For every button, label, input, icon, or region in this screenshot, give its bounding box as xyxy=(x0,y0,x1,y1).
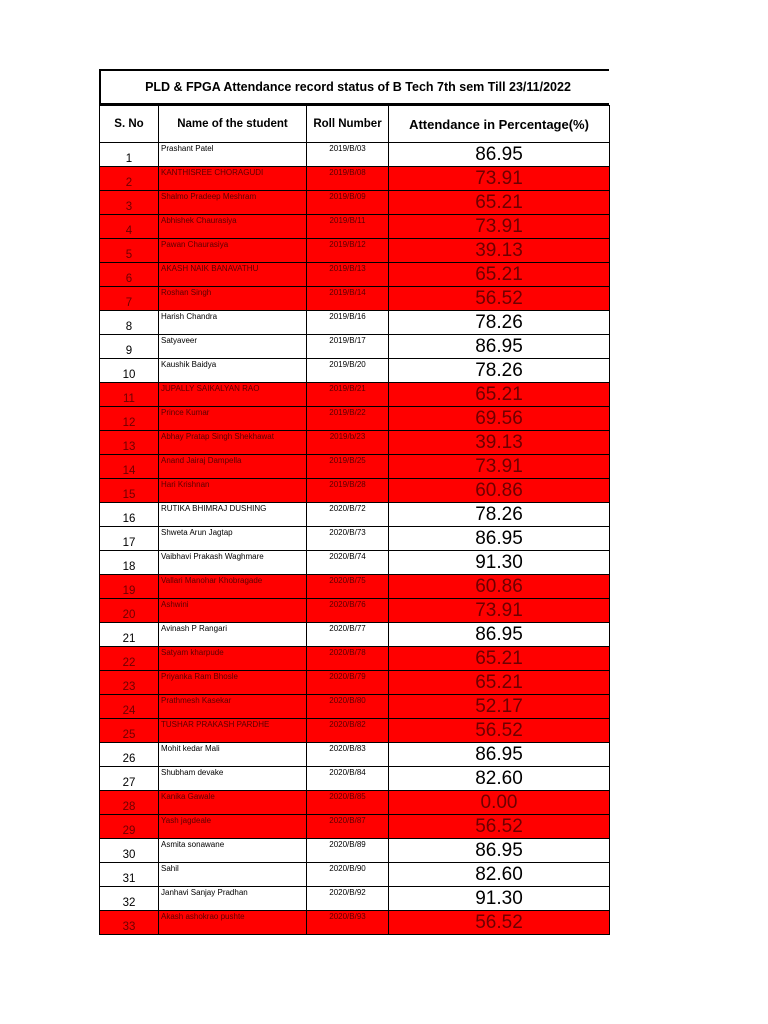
cell-roll-number: 2019/B/11 xyxy=(307,215,389,239)
cell-percentage: 56.52 xyxy=(389,719,610,743)
cell-sno: 12 xyxy=(100,407,159,431)
table-row xyxy=(100,863,610,887)
cell-student-name: Ashwini xyxy=(159,599,307,623)
cell-student-name: Akash ashokrao pushte xyxy=(159,911,307,935)
cell-sno: 31 xyxy=(100,863,159,887)
cell-roll-number: 2020/B/84 xyxy=(307,767,389,791)
cell-percentage: 56.52 xyxy=(389,815,610,839)
cell-roll-number: 2019/B/13 xyxy=(307,263,389,287)
cell-percentage: 60.86 xyxy=(389,479,610,503)
header-sno: S. No xyxy=(100,106,159,143)
table-row xyxy=(100,311,610,335)
cell-roll-number: 2020/B/73 xyxy=(307,527,389,551)
cell-student-name: Harish Chandra xyxy=(159,311,307,335)
table-row xyxy=(100,599,610,623)
cell-student-name: Sahil xyxy=(159,863,307,887)
cell-percentage: 86.95 xyxy=(389,143,610,167)
cell-percentage: 86.95 xyxy=(389,335,610,359)
cell-sno: 29 xyxy=(100,815,159,839)
cell-percentage: 86.95 xyxy=(389,527,610,551)
table-row xyxy=(100,479,610,503)
header-roll: Roll Number xyxy=(307,106,389,143)
cell-percentage: 39.13 xyxy=(389,431,610,455)
cell-student-name: Hari Krishnan xyxy=(159,479,307,503)
cell-student-name: Satyaveer xyxy=(159,335,307,359)
cell-roll-number: 2019/B/09 xyxy=(307,191,389,215)
attendance-table xyxy=(99,105,610,935)
cell-sno: 26 xyxy=(100,743,159,767)
cell-sno: 9 xyxy=(100,335,159,359)
cell-roll-number: 2019/b/23 xyxy=(307,431,389,455)
cell-percentage: 65.21 xyxy=(389,671,610,695)
table-row xyxy=(100,575,610,599)
cell-student-name: Vallari Manohar Khobragade xyxy=(159,575,307,599)
table-row xyxy=(100,335,610,359)
cell-student-name: Shalmo Pradeep Meshram xyxy=(159,191,307,215)
table-row xyxy=(100,911,610,935)
cell-roll-number: 2019/B/22 xyxy=(307,407,389,431)
cell-student-name: Mohit kedar Mali xyxy=(159,743,307,767)
table-row xyxy=(100,407,610,431)
cell-sno: 18 xyxy=(100,551,159,575)
table-body xyxy=(100,143,610,935)
cell-sno: 5 xyxy=(100,239,159,263)
cell-sno: 11 xyxy=(100,383,159,407)
cell-roll-number: 2019/B/28 xyxy=(307,479,389,503)
cell-percentage: 78.26 xyxy=(389,359,610,383)
cell-percentage: 73.91 xyxy=(389,599,610,623)
cell-percentage: 65.21 xyxy=(389,191,610,215)
table-row xyxy=(100,647,610,671)
table-row xyxy=(100,263,610,287)
cell-student-name: Asmita sonawane xyxy=(159,839,307,863)
cell-percentage: 52.17 xyxy=(389,695,610,719)
header-percentage: Attendance in Percentage(%) xyxy=(389,106,610,143)
cell-student-name: Janhavi Sanjay Pradhan xyxy=(159,887,307,911)
cell-student-name: Kaushik Baidya xyxy=(159,359,307,383)
cell-student-name: Priyanka Ram Bhosle xyxy=(159,671,307,695)
cell-student-name: Vaibhavi Prakash Waghmare xyxy=(159,551,307,575)
cell-student-name: Pawan Chaurasiya xyxy=(159,239,307,263)
table-row xyxy=(100,239,610,263)
cell-sno: 25 xyxy=(100,719,159,743)
cell-sno: 33 xyxy=(100,911,159,935)
attendance-sheet xyxy=(99,69,609,935)
cell-roll-number: 2020/B/93 xyxy=(307,911,389,935)
cell-roll-number: 2019/B/20 xyxy=(307,359,389,383)
cell-roll-number: 2020/B/90 xyxy=(307,863,389,887)
cell-roll-number: 2020/B/79 xyxy=(307,671,389,695)
cell-sno: 8 xyxy=(100,311,159,335)
cell-sno: 22 xyxy=(100,647,159,671)
cell-student-name: Avinash P Rangari xyxy=(159,623,307,647)
cell-percentage: 65.21 xyxy=(389,647,610,671)
cell-sno: 15 xyxy=(100,479,159,503)
cell-percentage: 86.95 xyxy=(389,743,610,767)
cell-percentage: 73.91 xyxy=(389,167,610,191)
cell-roll-number: 2019/B/14 xyxy=(307,287,389,311)
cell-roll-number: 2020/B/74 xyxy=(307,551,389,575)
table-row xyxy=(100,359,610,383)
cell-roll-number: 2019/B/17 xyxy=(307,335,389,359)
cell-percentage: 82.60 xyxy=(389,863,610,887)
cell-percentage: 69.56 xyxy=(389,407,610,431)
cell-percentage: 78.26 xyxy=(389,503,610,527)
table-row xyxy=(100,791,610,815)
cell-sno: 4 xyxy=(100,215,159,239)
cell-sno: 19 xyxy=(100,575,159,599)
cell-percentage: 82.60 xyxy=(389,767,610,791)
cell-sno: 30 xyxy=(100,839,159,863)
cell-sno: 7 xyxy=(100,287,159,311)
cell-percentage: 60.86 xyxy=(389,575,610,599)
table-row xyxy=(100,623,610,647)
cell-sno: 16 xyxy=(100,503,159,527)
cell-sno: 3 xyxy=(100,191,159,215)
table-row xyxy=(100,455,610,479)
cell-percentage: 86.95 xyxy=(389,839,610,863)
table-row xyxy=(100,431,610,455)
cell-student-name: Anand Jairaj Dampella xyxy=(159,455,307,479)
cell-student-name: Roshan Singh xyxy=(159,287,307,311)
table-row xyxy=(100,767,610,791)
cell-percentage: 73.91 xyxy=(389,215,610,239)
cell-sno: 28 xyxy=(100,791,159,815)
cell-sno: 32 xyxy=(100,887,159,911)
cell-roll-number: 2020/B/85 xyxy=(307,791,389,815)
cell-percentage: 0.00 xyxy=(389,791,610,815)
cell-roll-number: 2020/B/89 xyxy=(307,839,389,863)
table-row xyxy=(100,167,610,191)
cell-percentage: 65.21 xyxy=(389,383,610,407)
cell-sno: 27 xyxy=(100,767,159,791)
cell-student-name: Prince Kumar xyxy=(159,407,307,431)
cell-roll-number: 2019/B/16 xyxy=(307,311,389,335)
cell-sno: 20 xyxy=(100,599,159,623)
cell-student-name: Kanika Gawale xyxy=(159,791,307,815)
cell-percentage: 73.91 xyxy=(389,455,610,479)
table-row xyxy=(100,503,610,527)
cell-student-name: Shweta Arun Jagtap xyxy=(159,527,307,551)
cell-roll-number: 2019/B/21 xyxy=(307,383,389,407)
cell-student-name: KANTHISREE CHORAGUDI xyxy=(159,167,307,191)
table-row xyxy=(100,719,610,743)
cell-student-name: Prashant Patel xyxy=(159,143,307,167)
cell-roll-number: 2020/B/80 xyxy=(307,695,389,719)
table-row xyxy=(100,671,610,695)
cell-percentage: 65.21 xyxy=(389,263,610,287)
cell-student-name: Prathmesh Kasekar xyxy=(159,695,307,719)
cell-percentage: 39.13 xyxy=(389,239,610,263)
cell-percentage: 91.30 xyxy=(389,887,610,911)
cell-sno: 21 xyxy=(100,623,159,647)
table-row xyxy=(100,191,610,215)
cell-student-name: Shubham devake xyxy=(159,767,307,791)
cell-sno: 6 xyxy=(100,263,159,287)
cell-student-name: Yash jagdeale xyxy=(159,815,307,839)
cell-roll-number: 2019/B/03 xyxy=(307,143,389,167)
table-row xyxy=(100,383,610,407)
table-row xyxy=(100,551,610,575)
cell-sno: 24 xyxy=(100,695,159,719)
cell-percentage: 86.95 xyxy=(389,623,610,647)
cell-percentage: 56.52 xyxy=(389,911,610,935)
cell-sno: 17 xyxy=(100,527,159,551)
cell-sno: 2 xyxy=(100,167,159,191)
cell-roll-number: 2020/B/87 xyxy=(307,815,389,839)
cell-percentage: 91.30 xyxy=(389,551,610,575)
cell-roll-number: 2019/B/12 xyxy=(307,239,389,263)
table-row xyxy=(100,839,610,863)
cell-roll-number: 2020/B/92 xyxy=(307,887,389,911)
table-row xyxy=(100,527,610,551)
cell-roll-number: 2020/B/77 xyxy=(307,623,389,647)
cell-roll-number: 2020/B/78 xyxy=(307,647,389,671)
cell-sno: 10 xyxy=(100,359,159,383)
cell-student-name: AKASH NAIK BANAVATHU xyxy=(159,263,307,287)
cell-student-name: Abhay Pratap Singh Shekhawat xyxy=(159,431,307,455)
cell-roll-number: 2019/B/08 xyxy=(307,167,389,191)
header-name: Name of the student xyxy=(159,106,307,143)
cell-roll-number: 2020/B/83 xyxy=(307,743,389,767)
table-row xyxy=(100,695,610,719)
table-row xyxy=(100,815,610,839)
cell-roll-number: 2020/B/72 xyxy=(307,503,389,527)
cell-student-name: Satyam kharpude xyxy=(159,647,307,671)
cell-roll-number: 2020/B/76 xyxy=(307,599,389,623)
table-row xyxy=(100,287,610,311)
cell-percentage: 78.26 xyxy=(389,311,610,335)
cell-roll-number: 2020/B/82 xyxy=(307,719,389,743)
header-row xyxy=(100,106,610,143)
cell-sno: 14 xyxy=(100,455,159,479)
table-row xyxy=(100,215,610,239)
sheet-title: PLD & FPGA Attendance record status of B Tech 7th sem Till 23/11/2022 xyxy=(99,69,609,105)
cell-sno: 1 xyxy=(100,143,159,167)
cell-sno: 13 xyxy=(100,431,159,455)
table-row xyxy=(100,887,610,911)
cell-student-name: TUSHAR PRAKASH PARDHE xyxy=(159,719,307,743)
table-row xyxy=(100,143,610,167)
cell-student-name: JUPALLY SAIKALYAN RAO xyxy=(159,383,307,407)
cell-student-name: RUTIKA BHIMRAJ DUSHING xyxy=(159,503,307,527)
cell-sno: 23 xyxy=(100,671,159,695)
cell-percentage: 56.52 xyxy=(389,287,610,311)
cell-roll-number: 2019/B/25 xyxy=(307,455,389,479)
cell-roll-number: 2020/B/75 xyxy=(307,575,389,599)
table-row xyxy=(100,743,610,767)
cell-student-name: Abhishek Chaurasiya xyxy=(159,215,307,239)
